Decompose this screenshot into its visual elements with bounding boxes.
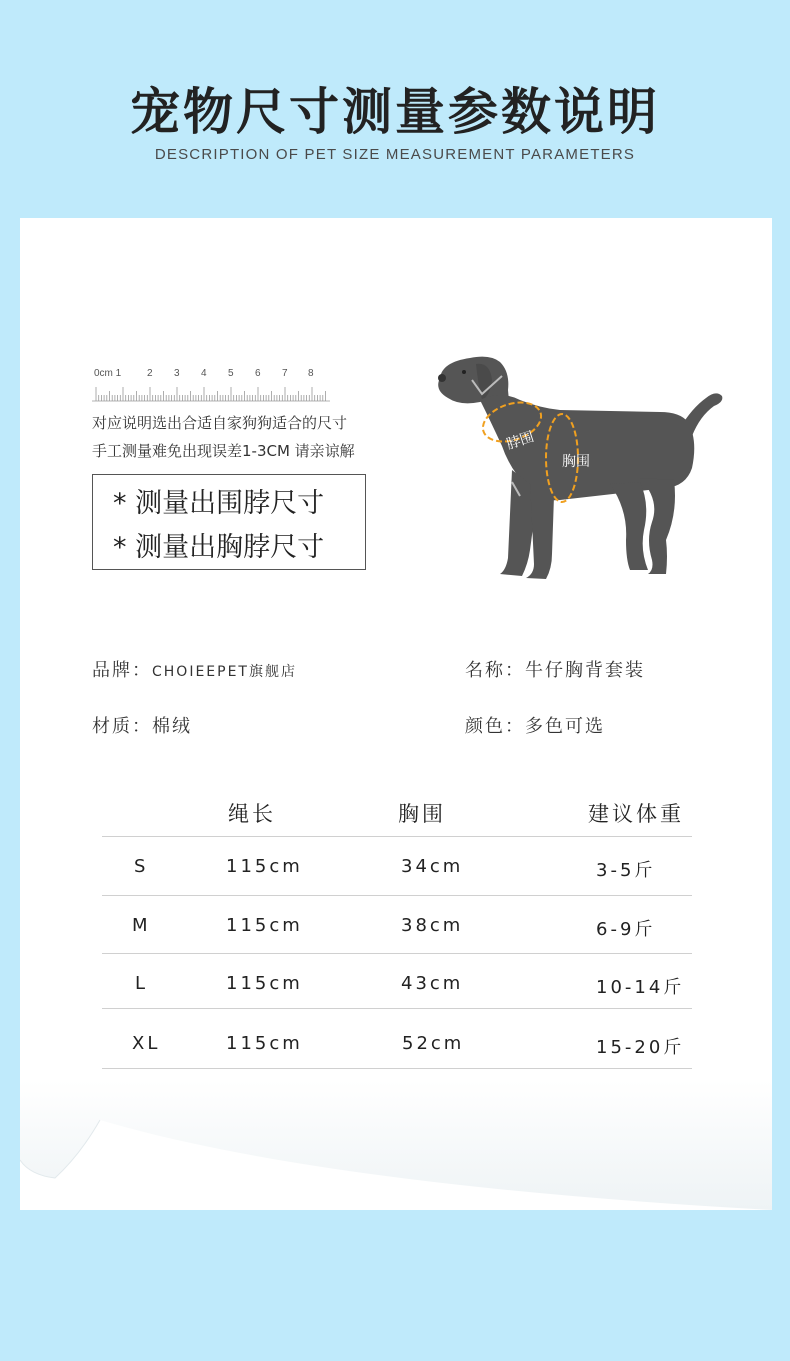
chest-label: 胸围 [562,454,590,470]
size-cell: S [134,856,149,877]
material-info [92,712,192,738]
page-subtitle: DESCRIPTION OF PET SIZE MEASUREMENT PARAMETERS [154,146,636,163]
table-row [102,953,692,1011]
ruler-label: 2 [147,368,153,379]
neck-label: 脖围 [504,429,537,453]
rope-cell: 115cm [226,973,303,994]
dog-illustration [430,350,730,585]
color-info [465,712,605,738]
measure-instructions-box [92,474,366,570]
brand-info [92,656,297,682]
note-line-2: 手工测量难免出现误差1-3CM 请亲谅解 [92,442,355,460]
weight-cell: 3-5斤 [596,860,656,881]
ruler-label: 4 [201,368,207,379]
page-title: 宠物尺寸测量参数说明 [130,83,660,141]
rope-cell: 115cm [226,915,303,936]
measure-chest-text: * 测量出胸脖尺寸 [113,532,325,563]
color-value: 多色可选 [525,716,605,737]
chest-cell: 38cm [401,915,464,936]
size-cell: M [132,915,151,936]
brand-value: CHOIEEPET旗舰店 [152,664,297,680]
ruler-label: 0cm 1 [94,368,122,379]
weight-cell: 6-9斤 [596,919,656,940]
size-cell: L [135,973,149,994]
header-chest: 胸围 [398,802,446,826]
table-row [102,895,692,953]
measure-neck-text: * 测量出围脖尺寸 [113,488,325,519]
note-line-1: 对应说明选出合适自家狗狗适合的尺寸 [92,414,348,432]
header-rope-length: 绳长 [228,802,276,826]
ruler-label: 8 [308,368,314,379]
table-row [102,1008,692,1066]
ruler-label: 6 [255,368,261,379]
rope-cell: 115cm [226,856,303,877]
ruler-label: 7 [282,368,288,379]
header-weight: 建议体重 [588,802,684,826]
name-label: 名称： [465,660,525,681]
material-value: 棉绒 [152,716,192,737]
rope-cell: 115cm [226,1033,303,1054]
ruler-label: 5 [228,368,234,379]
material-label: 材质： [92,716,152,737]
chest-cell: 43cm [401,973,464,994]
weight-cell: 10-14斤 [596,977,685,998]
ruler-label: 3 [174,368,180,379]
color-label: 颜色： [465,716,525,737]
ruler-ticks [92,365,330,405]
table-row [102,836,692,894]
size-cell: XL [132,1033,161,1054]
chest-cell: 34cm [401,856,464,877]
ruler [92,365,330,405]
weight-cell: 15-20斤 [596,1037,685,1058]
table-bottom-divider [102,1068,692,1069]
chest-cell: 52cm [402,1033,465,1054]
brand-label: 品牌： [92,660,152,681]
name-value: 牛仔胸背套装 [525,660,645,681]
name-info [465,656,645,682]
